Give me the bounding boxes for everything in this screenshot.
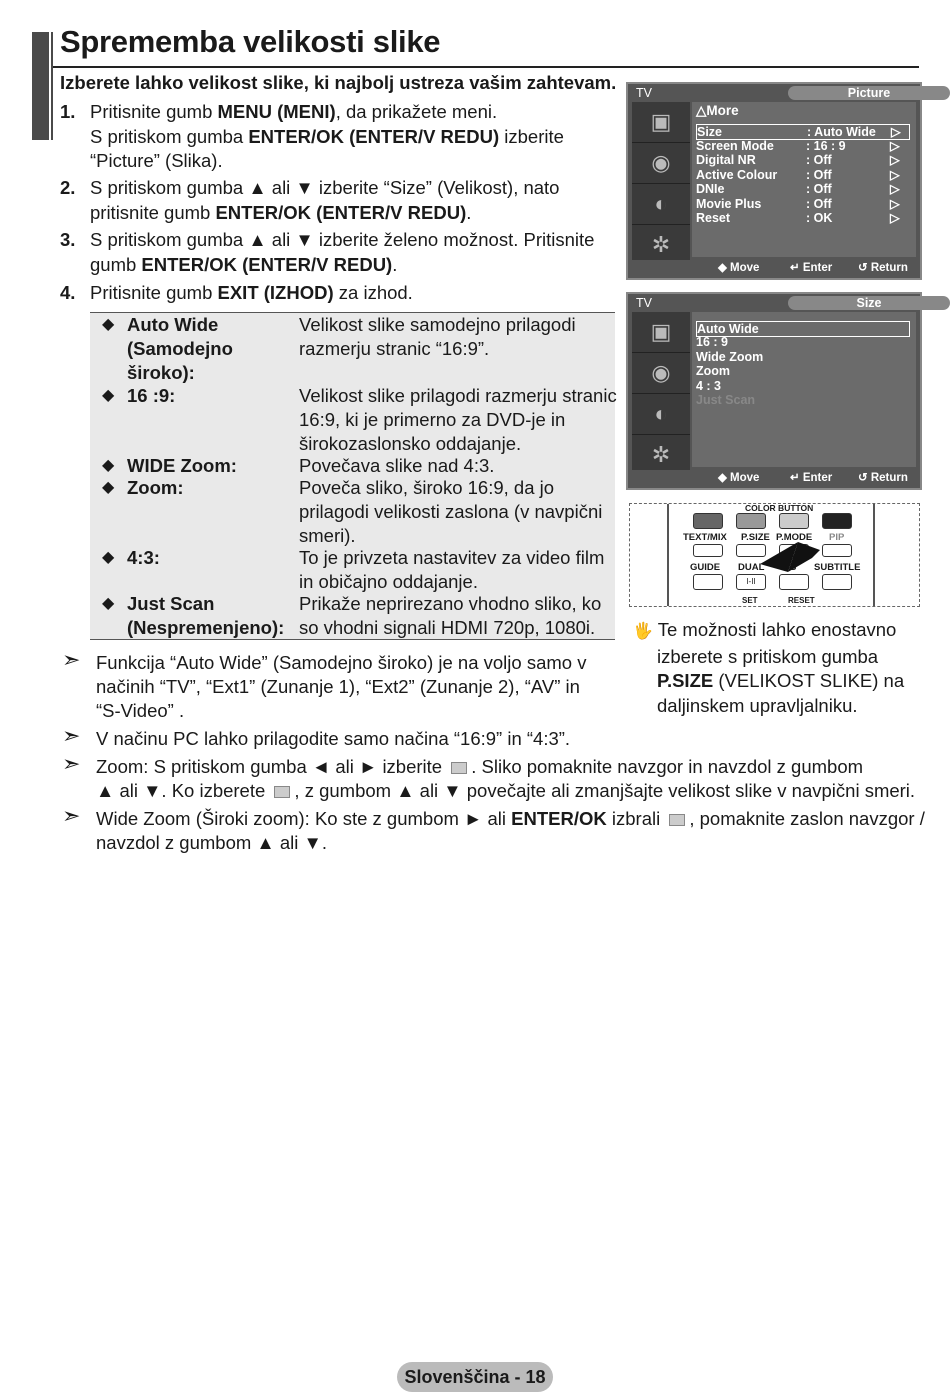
- size-option[interactable]: Wide Zoom: [696, 350, 764, 364]
- menu-header: Picture: [788, 86, 950, 100]
- note-text: ▲ ali ▼. Ko izberete: [96, 780, 271, 801]
- side-note-text: (VELIKOST SLIKE) na: [713, 670, 905, 691]
- row-label: Digital NR: [696, 153, 756, 167]
- step-text: gumb: [90, 253, 142, 275]
- size-option-disabled: Just Scan: [696, 393, 756, 407]
- step-bold: ENTER/OK (ENTER/V REDU): [215, 201, 467, 223]
- menu-row[interactable]: [696, 139, 908, 153]
- option-desc: Prikaže neprirezano vhodno sliko, ko so vhodni signali HDMI 720p, 1080i.: [299, 593, 602, 638]
- hand-icon: 🖐: [633, 623, 653, 640]
- step-bold: ENTER/OK (ENTER/V REDU): [141, 253, 393, 275]
- option-desc: Velikost slike prilagodi razmerju stranic 16:9, ki je primerno za DVD-je in širokozaslonsko oddajanje.: [299, 385, 617, 454]
- step-text: .: [392, 253, 398, 275]
- menu-footer: [628, 470, 920, 486]
- subtitle-label: SUBTITLE: [814, 562, 861, 573]
- tv-size-menu: [626, 292, 922, 490]
- menu-footer: [628, 260, 920, 276]
- title-rule: [53, 66, 919, 68]
- step-text: izberite: [499, 125, 564, 147]
- row-label: Movie Plus: [696, 197, 762, 211]
- reset-label: RESET: [788, 596, 815, 605]
- option-name: Auto Wide (Samodejno široko):: [127, 314, 233, 383]
- arrow-right-icon: ▷: [891, 125, 901, 139]
- menu-icon-column: [632, 312, 690, 486]
- step-text: .: [466, 201, 472, 223]
- side-note: [633, 618, 923, 718]
- sidebar-line: [51, 32, 53, 140]
- row-value: : Off: [806, 153, 832, 167]
- remote-edge: [667, 504, 669, 606]
- row-label: Reset: [696, 211, 731, 225]
- guide-button[interactable]: [693, 574, 723, 590]
- diamond-icon: ◆: [102, 457, 115, 474]
- note-text: Zoom: S pritiskom gumba ◄ ali ► izberite: [96, 756, 448, 777]
- arrow-right-icon: ▷: [890, 139, 900, 153]
- option-name: 16 :9:: [127, 385, 176, 406]
- size-option[interactable]: 16 : 9: [696, 335, 728, 349]
- sound-icon: ◉: [632, 143, 690, 184]
- note-text: Wide Zoom (Široki zoom): Ko ste z gumbom ► ali: [96, 808, 512, 829]
- note-text: izbrali: [606, 808, 666, 829]
- row-value: : 16 : 9: [806, 139, 846, 153]
- step-text: S pritiskom gumba ▲ ali ▼ izberite želeno možnost. Pritisnite: [90, 229, 595, 250]
- note-arrow-icon: ➣: [62, 723, 81, 748]
- textmix-button[interactable]: [693, 544, 723, 557]
- option-name: Just Scan (Nespremenjeno):: [127, 593, 285, 638]
- note-arrow-icon: ➣: [62, 803, 81, 828]
- side-note-text: daljinskem upravljalniku.: [657, 694, 858, 716]
- dual-button[interactable]: I-II: [736, 574, 766, 590]
- sound-icon: ◉: [632, 353, 690, 394]
- tv-source-label: TV: [636, 296, 652, 310]
- pointer-arrow-icon: [758, 534, 828, 584]
- side-note-text: Te možnosti lahko enostavno: [657, 619, 897, 640]
- menu-row-size[interactable]: [696, 124, 910, 140]
- option-desc: Velikost slike samodejno prilagodi razmerju stranic “16:9”.: [299, 314, 576, 359]
- size-option[interactable]: 4 : 3: [696, 379, 722, 393]
- row-value: : Off: [806, 197, 832, 211]
- menu-row[interactable]: [696, 168, 908, 182]
- note-text: navzdol z gumbom ▲ ali ▼.: [96, 832, 327, 853]
- arrow-right-icon: ▷: [890, 182, 900, 196]
- zoom-mode-icon: [451, 762, 467, 774]
- size-option-auto-wide[interactable]: Auto Wide: [696, 321, 910, 337]
- channel-icon: ◐: [632, 184, 690, 225]
- remote-illustration: [629, 503, 920, 607]
- pip-label: PIP: [829, 532, 845, 543]
- move-hint: ◆ Move: [718, 472, 760, 484]
- menu-row[interactable]: [696, 211, 908, 225]
- return-hint: ↺ Return: [858, 262, 908, 274]
- step-text: S pritiskom gumba ▲ ali ▼ izberite “Size” (Velikost), nato: [90, 177, 560, 198]
- arrow-right-icon: ▷: [890, 168, 900, 182]
- step-number: 2.: [60, 177, 76, 198]
- note-arrow-icon: ➣: [62, 647, 81, 672]
- step-bold: MENU (MENI): [217, 101, 336, 122]
- textmix-label: TEXT/MIX: [683, 532, 727, 543]
- option-name: WIDE Zoom:: [127, 455, 237, 476]
- picture-icon: ▣: [632, 312, 690, 353]
- arrow-right-icon: ▷: [890, 153, 900, 167]
- option-desc: To je privzeta nastavitev za video film in običajno oddajanje.: [299, 547, 605, 592]
- row-label: Screen Mode: [696, 139, 774, 153]
- options-table: [90, 312, 615, 640]
- picture-icon: ▣: [632, 102, 690, 143]
- sidebar-bar: [32, 32, 49, 140]
- diamond-icon: ◆: [102, 595, 115, 612]
- menu-row[interactable]: [696, 197, 908, 211]
- wide-zoom-icon: [669, 814, 685, 826]
- step-bold: EXIT (IZHOD): [217, 282, 334, 303]
- row-label: DNIe: [696, 182, 725, 196]
- row-value: : Off: [806, 168, 832, 182]
- note-text: . Sliko pomaknite navzgor in navzdol z gumbom: [471, 756, 864, 777]
- menu-row[interactable]: [696, 182, 908, 196]
- enter-hint: ↵ Enter: [790, 262, 833, 274]
- page-footer: Slovenščina - 18: [397, 1362, 553, 1392]
- move-hint: ◆ Move: [718, 262, 760, 274]
- row-label: Size: [697, 125, 723, 139]
- option-name: Zoom:: [127, 477, 184, 498]
- enter-hint: ↵ Enter: [790, 472, 833, 484]
- option-desc: Poveča sliko, široko 16:9, da jo prilagodi velikosti zaslona (v navpični smeri).: [299, 477, 603, 546]
- note-arrow-icon: ➣: [62, 751, 81, 776]
- step-text: “Picture” (Slika).: [90, 150, 223, 171]
- note-text: V načinu PC lahko prilagodite samo načina “16:9” in “4:3”.: [96, 728, 571, 749]
- row-value: : Auto Wide: [807, 125, 876, 139]
- more-label: △More: [696, 103, 739, 118]
- setup-icon: ✲: [632, 435, 690, 476]
- row-value: : Off: [806, 182, 832, 196]
- setup-icon: ✲: [632, 225, 690, 266]
- menu-pane: [692, 312, 916, 467]
- pmode-label: P.MODE: [776, 532, 813, 543]
- return-hint: ↺ Return: [858, 472, 908, 484]
- step-text: Pritisnite gumb: [90, 282, 218, 303]
- step-number: 4.: [60, 282, 76, 303]
- step-text: pritisnite gumb: [90, 201, 216, 223]
- tv-source-label: TV: [636, 86, 652, 100]
- size-option[interactable]: Zoom: [696, 364, 731, 378]
- note-text: Funkcija “Auto Wide” (Samodejno široko) je na voljo samo v načinih “TV”, “Ext1” (Zunanje 1), “Ext2” (Zunanje 2), “AV” in “S-Video” .: [96, 652, 587, 721]
- step-text: S pritiskom gumba: [90, 125, 249, 147]
- step-text: , da prikažete meni.: [335, 101, 498, 122]
- step-number: 1.: [60, 101, 76, 122]
- diamond-icon: ◆: [102, 316, 115, 333]
- option-name: 4:3:: [127, 547, 160, 568]
- row-label: Active Colour: [696, 168, 778, 182]
- page-title: Sprememba velikosti slike: [60, 24, 441, 59]
- diamond-icon: ◆: [102, 549, 115, 566]
- side-note-text: izberete s pritiskom gumba: [657, 645, 879, 667]
- option-desc: Povečava slike nad 4:3.: [299, 455, 495, 476]
- red-button[interactable]: [693, 513, 723, 529]
- menu-row[interactable]: [696, 153, 908, 167]
- step-text: Pritisnite gumb: [90, 101, 218, 122]
- note-bold: ENTER/OK: [511, 808, 607, 829]
- channel-icon: ◐: [632, 394, 690, 435]
- menu-pane: [692, 102, 916, 257]
- side-note-bold: P.SIZE: [657, 670, 714, 691]
- green-button[interactable]: [736, 513, 766, 529]
- note-text: , z gumbom ▲ ali ▼ povečajte ali zmanjšajte velikost slike v navpični smeri.: [294, 780, 916, 801]
- arrow-right-icon: ▷: [890, 211, 900, 225]
- zoom-scale-icon: [274, 786, 290, 798]
- note-text: , pomaknite zaslon navzgor /: [689, 808, 925, 829]
- blue-button[interactable]: [822, 513, 852, 529]
- set-label: SET: [742, 596, 758, 605]
- menu-header: Size: [788, 296, 950, 310]
- dual-label: DUAL: [738, 562, 765, 573]
- row-value: : OK: [806, 211, 833, 225]
- psize-label: P.SIZE: [741, 532, 770, 543]
- guide-label: GUIDE: [690, 562, 721, 573]
- step-number: 3.: [60, 229, 76, 250]
- menu-icon-column: [632, 102, 690, 276]
- page-subtitle: Izberete lahko velikost slike, ki najbolj ustreza vašim zahtevam.: [60, 72, 617, 93]
- yellow-button[interactable]: [779, 513, 809, 529]
- tv-picture-menu: [626, 82, 922, 280]
- diamond-icon: ◆: [102, 479, 115, 496]
- step-bold: ENTER/OK (ENTER/V REDU): [248, 125, 500, 147]
- diamond-icon: ◆: [102, 387, 115, 404]
- colour-button-label: COLOR BUTTON: [745, 503, 814, 513]
- arrow-right-icon: ▷: [890, 197, 900, 211]
- remote-edge: [873, 504, 875, 606]
- step-text: za izhod.: [333, 282, 413, 303]
